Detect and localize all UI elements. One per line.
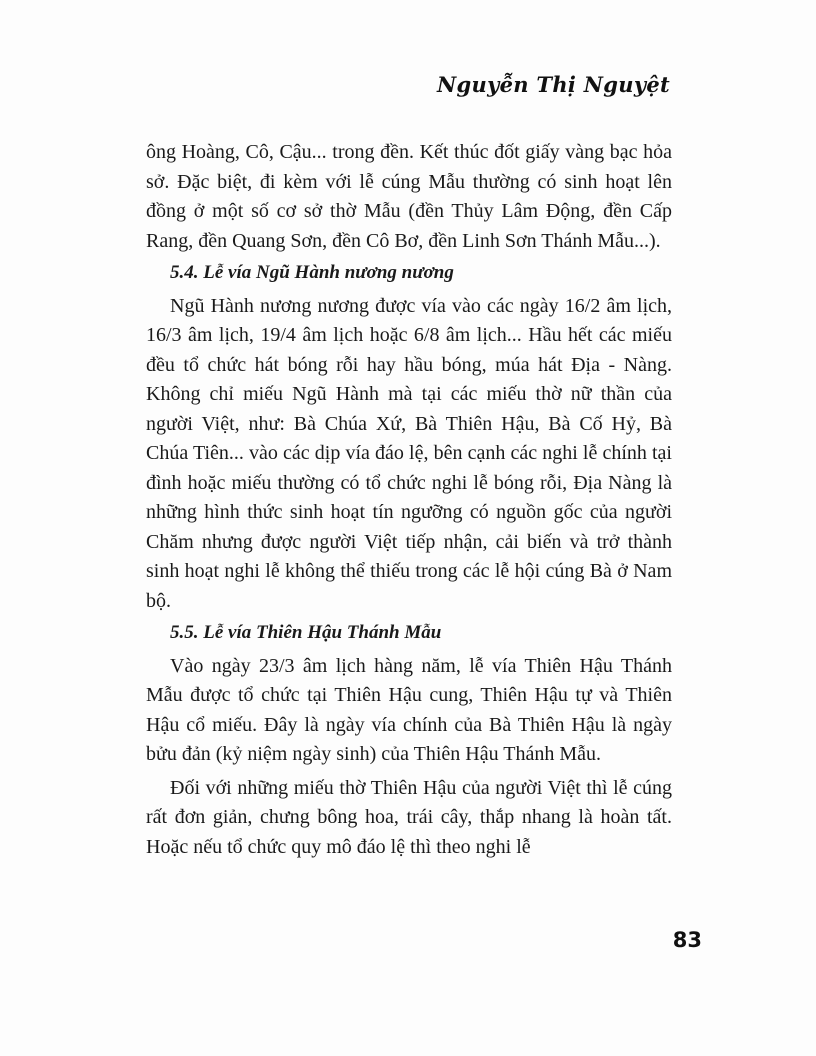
paragraph-ngu-hanh: Ngũ Hành nương nương được vía vào các ngày 16/2 âm lịch, 16/3 âm lịch, 19/4 âm lịch hoặc 6/8 âm lịch... Hầu hết các miếu đều tổ chức hát bóng rỗi hay hầu bóng, múa hát Địa - Nàng. Không chỉ miếu Ngũ Hành mà tại các miếu thờ nữ thần của người Việt, như: Bà Chúa Xứ, Bà Thiên Hậu, Bà Cố Hỷ, Bà Chúa Tiên... vào các dịp vía đáo lệ, bên cạnh các nghi lễ chính tại đình hoặc miếu thường có tổ chức nghi lễ bóng rỗi, Địa Nàng là những hình thức sinh hoạt tín ngưỡng có nguồn gốc của người Chăm nhưng được người Việt tiếp nhận, cải biến và trở thành sinh hoạt nghi lễ không thể thiếu trong các lễ hội cúng Bà ở Nam bộ. xyxy=(146,294,672,612)
body-text xyxy=(146,138,672,862)
page-number: 83 xyxy=(672,928,702,952)
paragraph-thien-hau-2: Đối với những miếu thờ Thiên Hậu của người Việt thì lễ cúng rất đơn giản, chưng bông hoa, trái cây, thắp nhang là hoàn tất. Hoặc nếu tổ chức quy mô đáo lệ thì theo nghi lễ xyxy=(146,776,672,858)
running-head-author: Nguyễn Thị Nguyệt xyxy=(437,72,670,97)
paragraph-continuation: ông Hoàng, Cô, Cậu... trong đền. Kết thúc đốt giấy vàng bạc hỏa sở. Đặc biệt, đi kèm với lễ cúng Mẫu thường có sinh hoạt lên đồng ở một số cơ sở thờ Mẫu (đền Thủy Lâm Động, đền Cấp Rang, đền Quang Sơn, đền Cô Bơ, đền Linh Sơn Thánh Mẫu...). xyxy=(146,141,672,252)
paragraph-thien-hau-1: Vào ngày 23/3 âm lịch hàng năm, lễ vía Thiên Hậu Thánh Mẫu được tổ chức tại Thiên Hậu cung, Thiên Hậu tự và Thiên Hậu cổ miếu. Đây là ngày vía chính của Bà Thiên Hậu là ngày bửu đản (kỷ niệm ngày sinh) của Thiên Hậu Thánh Mẫu. xyxy=(146,654,672,765)
section-heading-5-5: 5.5. Lễ vía Thiên Hậu Thánh Mẫu xyxy=(170,622,442,643)
section-heading-5-4: 5.4. Lễ vía Ngũ Hành nương nương xyxy=(170,262,454,283)
